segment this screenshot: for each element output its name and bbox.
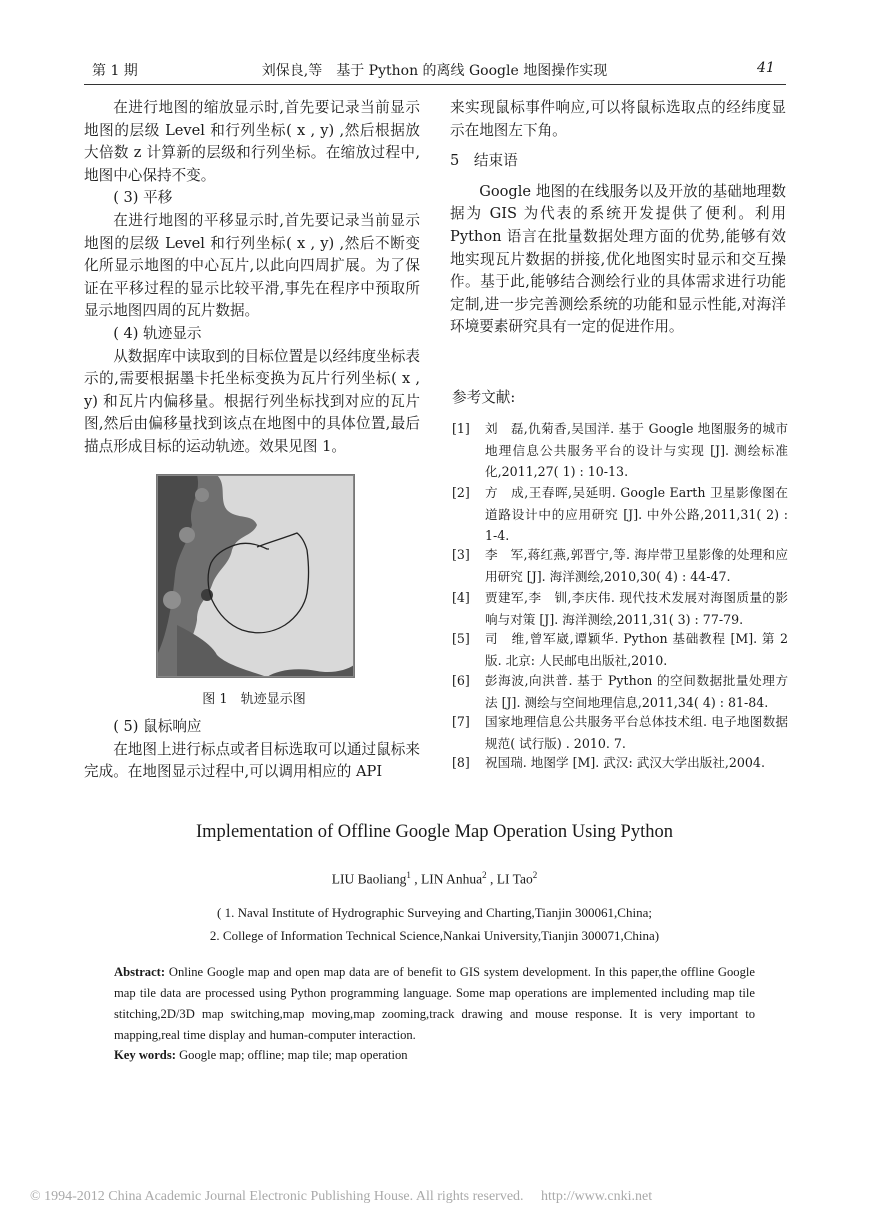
reference-item (452, 711, 788, 754)
figure-caption: 图 1 轨迹显示图 (202, 692, 306, 707)
reference-text: 刘 磊,仇菊香,吴国洋. 基于 Google 地图服务的城市地理信息公共服务平台的设计与实现 [J]. 测绘标准化,2011,27( 1) : 10-13. (485, 421, 788, 479)
reference-text: 贾建军,李 钏,李庆伟. 现代技术发展对海图质量的影响与对策 [J]. 海洋测绘,2011,31( 3) : 77-79. (485, 590, 788, 627)
reference-item (452, 752, 788, 774)
english-abstract (114, 962, 755, 1046)
reference-item (452, 670, 788, 713)
paragraph-track: 从数据库中读取到的目标位置是以经纬度坐标表示的,需要根据墨卡托坐标变换为瓦片行列坐标( x , y) 和瓦片内偏移量。根据行列坐标找到对应的瓦片图,然后由偏移量找到该点在地图中的具体位置,最后描点形成目标的运动轨迹。效果见图 1。 (84, 347, 420, 455)
affiliation-2: 2. College of Information Technical Science,Nankai University,Tianjin 300071,China) (209, 928, 660, 943)
affiliation-1: ( 1. Naval Institute of Hydrographic Surveying and Charting,Tianjin 300061,China; (217, 905, 652, 920)
keywords-text: Google map; offline; map tile; map operation (179, 1048, 408, 1062)
reference-number: [6] (452, 673, 470, 688)
author-affiliation-mark: 2 (482, 870, 487, 880)
map-image (157, 475, 354, 677)
left-column-top (84, 97, 420, 459)
page-number: 41 (757, 60, 775, 76)
right-column (450, 97, 786, 339)
track-map-figure (156, 474, 355, 678)
reference-text: 彭海波,向洪普. 基于 Python 的空间数据批量处理方法 [J]. 测绘与空间地理信息,2011,34( 4) : 81-84. (485, 673, 788, 710)
reference-number: [4] (452, 590, 470, 605)
author-affiliation-mark: 2 (532, 870, 538, 880)
running-title: 刘保良,等 基于 Python 的离线 Google 地图操作实现 (261, 63, 608, 79)
reference-number: [1] (452, 421, 470, 436)
author-name: LIU Baoliang (331, 871, 407, 887)
keywords-label: Key words: (114, 1048, 176, 1062)
references-title: 参考文献: (452, 389, 516, 406)
author-affiliation-mark: 1 (406, 870, 411, 880)
reference-item (452, 482, 788, 547)
reference-item (452, 587, 788, 630)
english-authors: LIU Baoliang$^1$ , LIN Anhua$^2$ , LI Tao$^2$ (331, 870, 538, 887)
author-name: LIN Anhua (421, 871, 483, 887)
reference-text: 李 军,蒋红燕,郭晋宁,等. 海岸带卫星影像的处理和应用研究 [J]. 海洋测绘,2010,30( 4) : 44-47. (485, 547, 788, 584)
reference-number: [7] (452, 714, 470, 729)
copyright-footer: © 1994-2012 China Academic Journal Electronic Publishing House. All rights reserved. http://www.cnki.net (30, 1189, 653, 1204)
paragraph-zoom: 在进行地图的缩放显示时,首先要记录当前显示地图的层级 Level 和行列坐标( x , y) ,然后根据放大倍数 z 计算新的层级和行列坐标。在缩放过程中,地图中心保持不变。 (84, 99, 420, 184)
english-keywords (114, 1048, 408, 1063)
reference-text: 祝国瑞. 地图学 [M]. 武汉: 武汉大学出版社,2004. (485, 755, 765, 770)
paragraph-continued: 来实现鼠标事件响应,可以将鼠标选取点的经纬度显示在地图左下角。 (450, 99, 786, 139)
subheading-pan: ( 3) 平移 (113, 189, 173, 207)
left-column-bottom (84, 716, 420, 784)
reference-text: 司 维,曾军崴,谭颖华. Python 基础教程 [M]. 第 2 版. 北京: 人民邮电出版社,2010. (485, 631, 788, 668)
subheading-track: ( 4) 轨迹显示 (113, 324, 202, 342)
paragraph-conclusion: Google 地图的在线服务以及开放的基础地理数据为 GIS 为代表的系统开发提供了便利。利用 Python 语言在批量数据处理方面的优势,能够有效地实现瓦片数据的拼接,优化地图实时显示和交互操作。基于此,能够结合测绘行业的具体需求进行功能定制,进一步完善测绘系统的功能和显示性能,对海洋环境要素研究具有一定的促进作用。 (450, 182, 786, 336)
author-name: LI Tao (496, 871, 533, 887)
subheading-mouse: ( 5) 鼠标响应 (113, 718, 202, 735)
reference-number: [3] (452, 547, 470, 562)
english-title: Implementation of Offline Google Map Operation Using Python (196, 822, 673, 842)
reference-item (452, 418, 788, 483)
reference-number: [8] (452, 755, 470, 770)
reference-number: [5] (452, 631, 470, 646)
section-heading-conclusion: 5 结束语 (450, 152, 518, 170)
abstract-text: Online Google map and open map data are of benefit to GIS system development. In this paper,the offline Google map tile data are processed using Python programming language. Some map operations are implemented including map tile stitching,2D/3D map switching,map moving,map zooming,track drawing and mouse response. It is very important to mapping,real time display and human-computer interaction. (114, 965, 755, 1042)
header-rule (84, 84, 786, 85)
issue-number: 第 1 期 (92, 63, 138, 79)
reference-item (452, 628, 788, 671)
reference-item (452, 544, 788, 587)
paragraph-mouse: 在地图上进行标点或者目标选取可以通过鼠标来完成。在地图显示过程中,可以调用相应的 API (84, 740, 420, 781)
reference-text: 方 成,王春晖,吴延明. Google Earth 卫星影像图在道路设计中的应用研究 [J]. 中外公路,2011,31( 2) : 1-4. (485, 485, 788, 543)
reference-number: [2] (452, 485, 470, 500)
paragraph-pan: 在进行地图的平移显示时,首先要记录当前显示地图的层级 Level 和行列坐标( x , y) ,然后不断变化所显示地图的中心瓦片,以此向四周扩展。为了保证在平移过程的显示比较平滑,事先在程序中预取所显示地图四周的瓦片数据。 (84, 211, 420, 320)
abstract-label: Abstract: (114, 965, 166, 979)
reference-text: 国家地理信息公共服务平台总体技术组. 电子地图数据规范( 试行版) . 2010. 7. (485, 714, 788, 751)
